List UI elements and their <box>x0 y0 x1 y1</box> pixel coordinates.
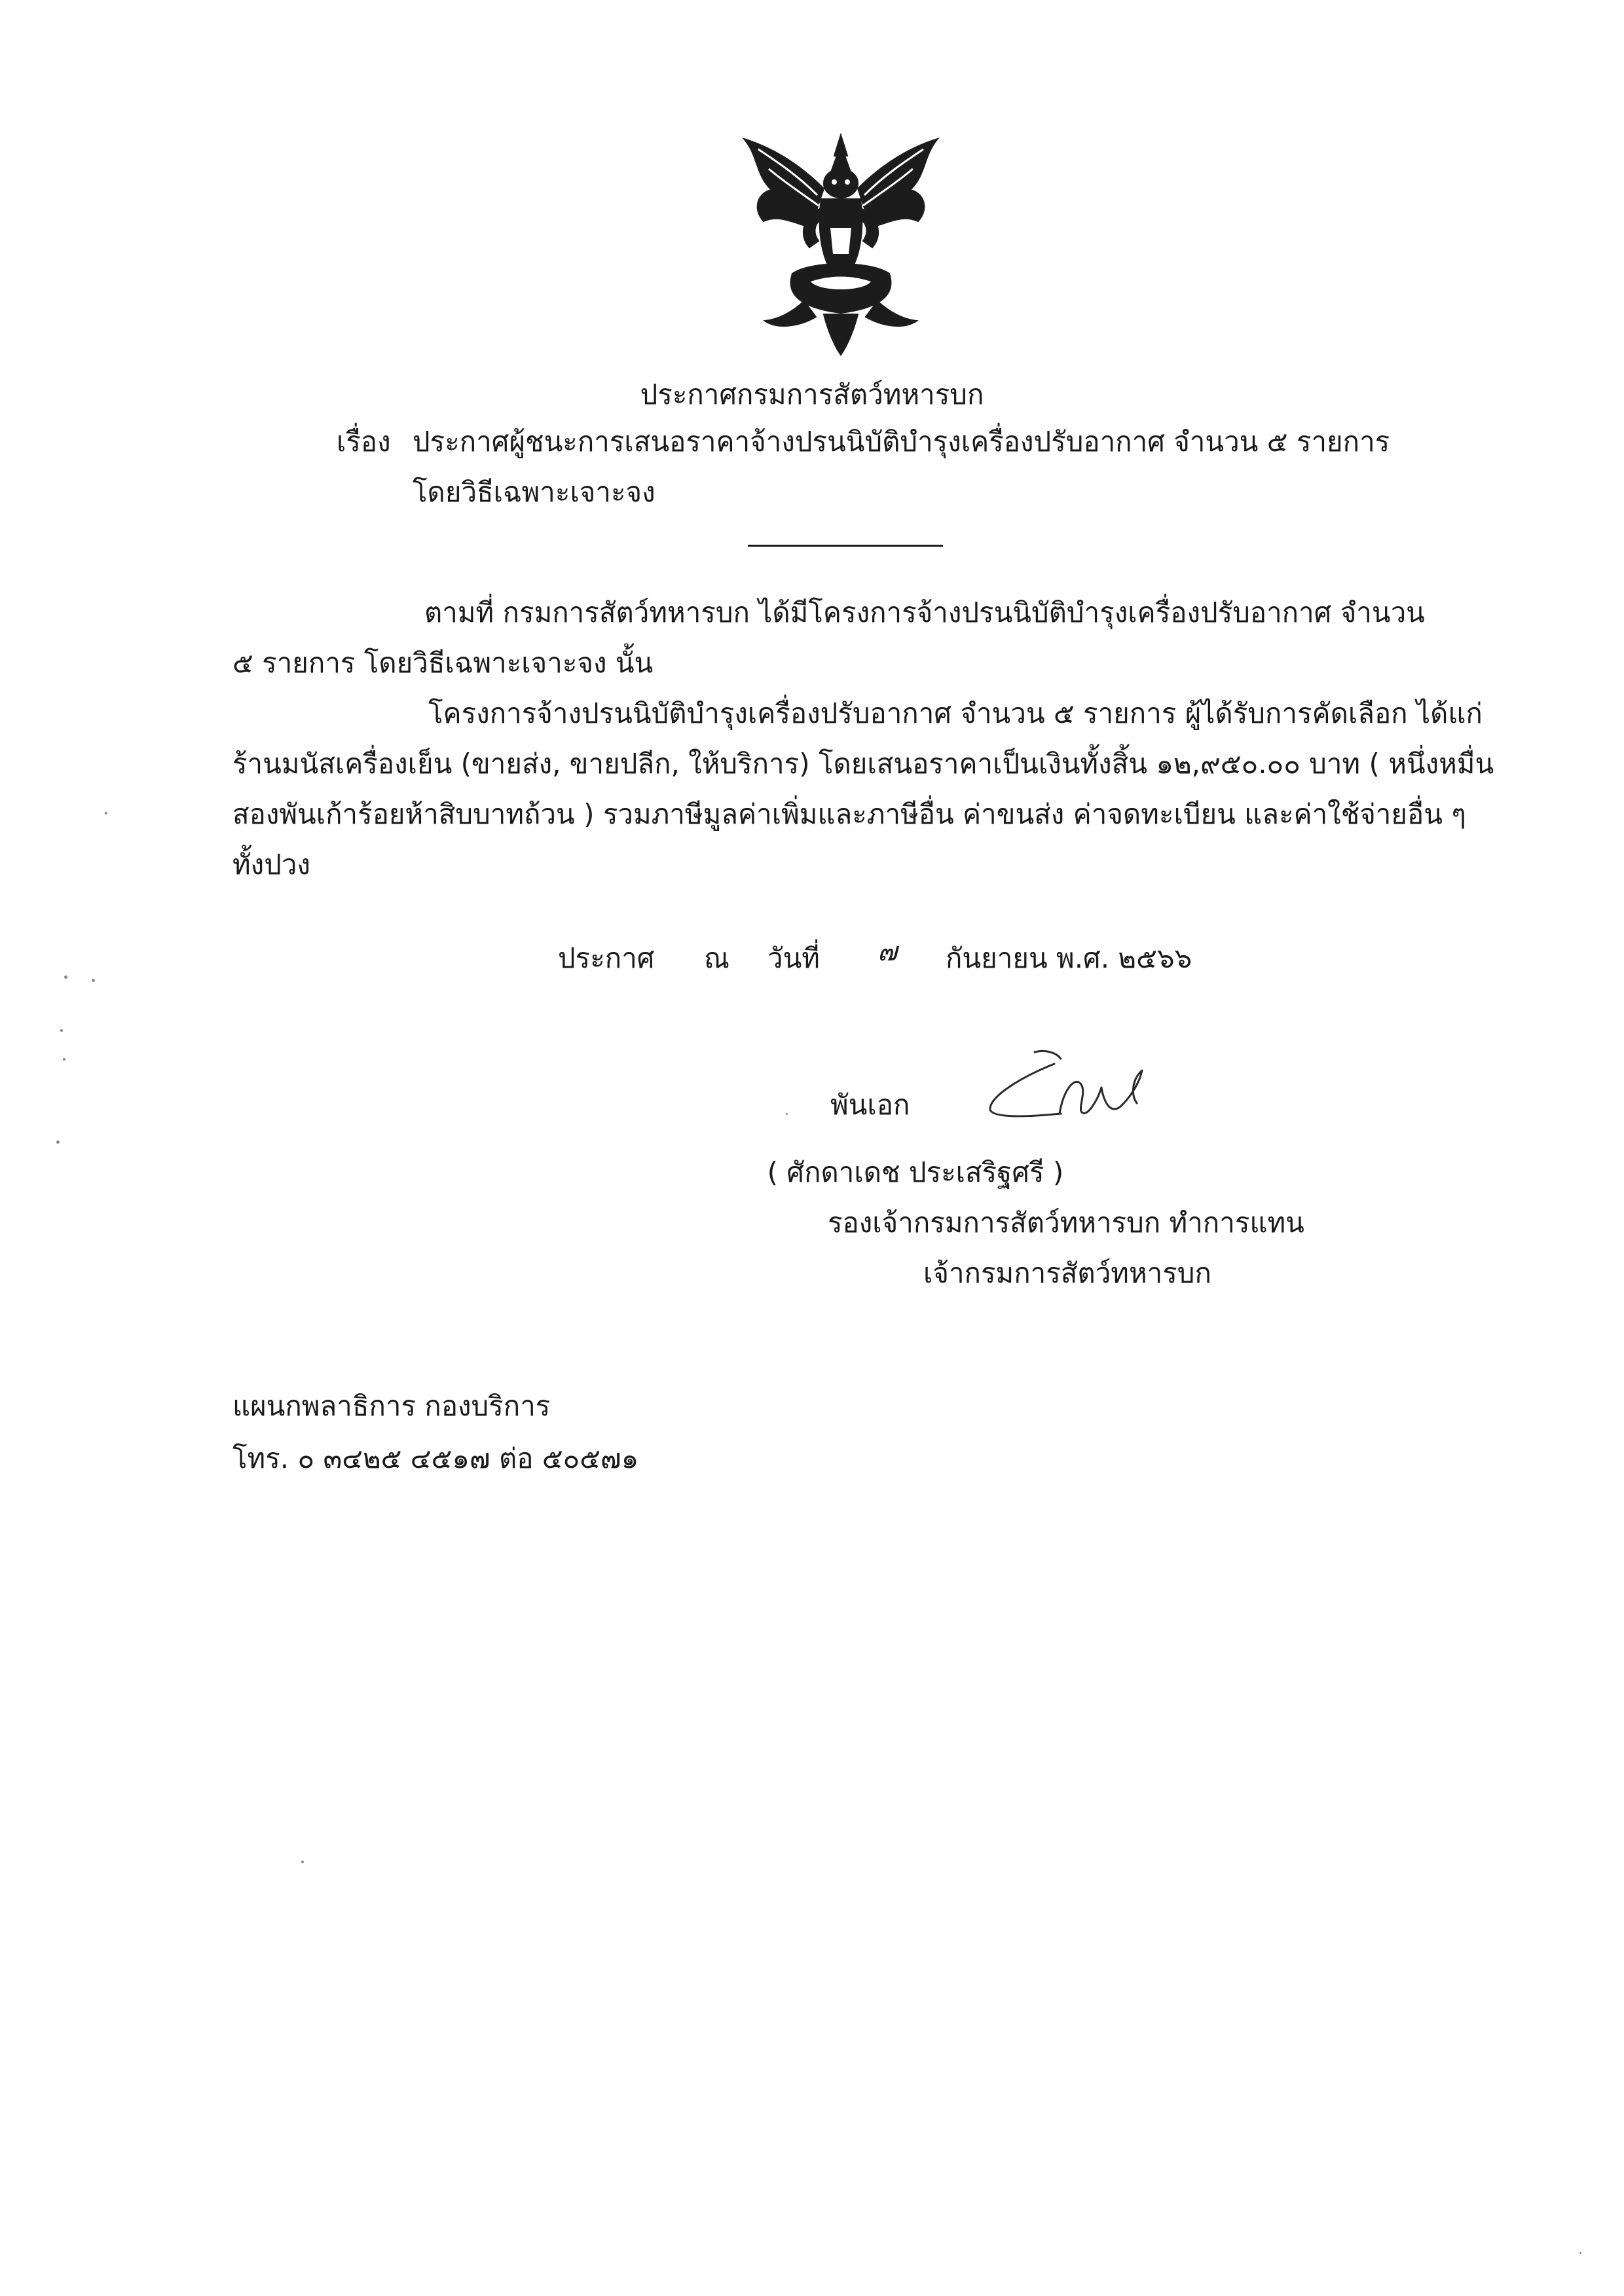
scan-speck <box>786 1113 788 1115</box>
scan-speck <box>1579 2252 1581 2254</box>
announcement-day-handwritten: ๗ <box>877 937 898 967</box>
signer-name: ( ศักดาเดช ประเสริฐศรี ) <box>767 1156 1064 1188</box>
paragraph-2-line-2: ร้านมนัสเครื่องเย็น (ขายส่ง, ขายปลีก, ให้บริการ) โดยเสนอราคาเป็นเงินทั้งสิ้น ๑๒,๙๕๐.๐๐ บาท ( หนึ่งหมื่น <box>232 748 1494 780</box>
scan-speck <box>64 975 67 979</box>
garuda-emblem-icon <box>732 130 950 357</box>
header-divider <box>748 545 943 547</box>
subject-label: เรื่อง <box>337 426 391 458</box>
announcement-month-year: กันยายน พ.ศ. ๒๕๖๖ <box>946 942 1192 974</box>
paragraph-2-line-3: สองพันเก้าร้อยห้าสิบบาทถ้วน ) รวมภาษีมูลค่าเพิ่มและภาษีอื่น ค่าขนส่ง ค่าจดทะเบียน และค่าใช้จ่ายอื่น ๆ <box>232 798 1466 830</box>
announcement-label: ประกาศ <box>558 942 655 974</box>
subject-line-2: โดยวิธีเฉพาะเจาะจง <box>413 476 655 508</box>
handwritten-signature <box>982 1044 1179 1129</box>
scan-speck <box>301 1861 304 1863</box>
scan-speck <box>63 1058 65 1061</box>
signer-position-line-1: รองเจ้ากรมการสัตว์ทหารบก ทำการแทน <box>828 1207 1304 1239</box>
paragraph-2-line-1: โครงการจ้างปรนนิบัติบำรุงเครื่องปรับอากาศ จำนวน ๕ รายการ ผู้ได้รับการคัดเลือก ได้แก่ <box>428 697 1483 729</box>
paragraph-1-line-1: ตามที่ กรมการสัตว์ทหารบก ได้มีโครงการจ้างปรนนิบัติบำรุงเครื่องปรับอากาศ จำนวน <box>424 596 1425 629</box>
scan-speck <box>105 812 107 814</box>
paragraph-2-line-4: ทั้งปวง <box>232 848 310 881</box>
announcement-day-label: วันที่ <box>767 942 820 974</box>
scan-speck <box>60 1029 63 1032</box>
signer-rank: พันเอก <box>830 1089 910 1121</box>
paragraph-1-line-2: ๕ รายการ โดยวิธีเฉพาะเจาะจง นั้น <box>232 647 654 679</box>
contact-phone: โทร. ๐ ๓๔๒๕ ๔๕๑๗ ต่อ ๕๐๕๗๑ <box>232 1442 639 1474</box>
scan-speck <box>56 1140 60 1144</box>
scan-speck <box>92 979 95 982</box>
subject-line-1: ประกาศผู้ชนะการเสนอราคาจ้างปรนนิบัติบำรุงเครื่องปรับอากาศ จำนวน ๕ รายการ <box>413 426 1390 458</box>
announcement-title: ประกาศกรมการสัตว์ทหารบก <box>640 378 984 410</box>
signer-position-line-2: เจ้ากรมการสัตว์ทหารบก <box>923 1257 1211 1289</box>
announcement-at: ณ <box>704 942 729 974</box>
issuing-department: แผนกพลาธิการ กองบริการ <box>232 1390 551 1422</box>
